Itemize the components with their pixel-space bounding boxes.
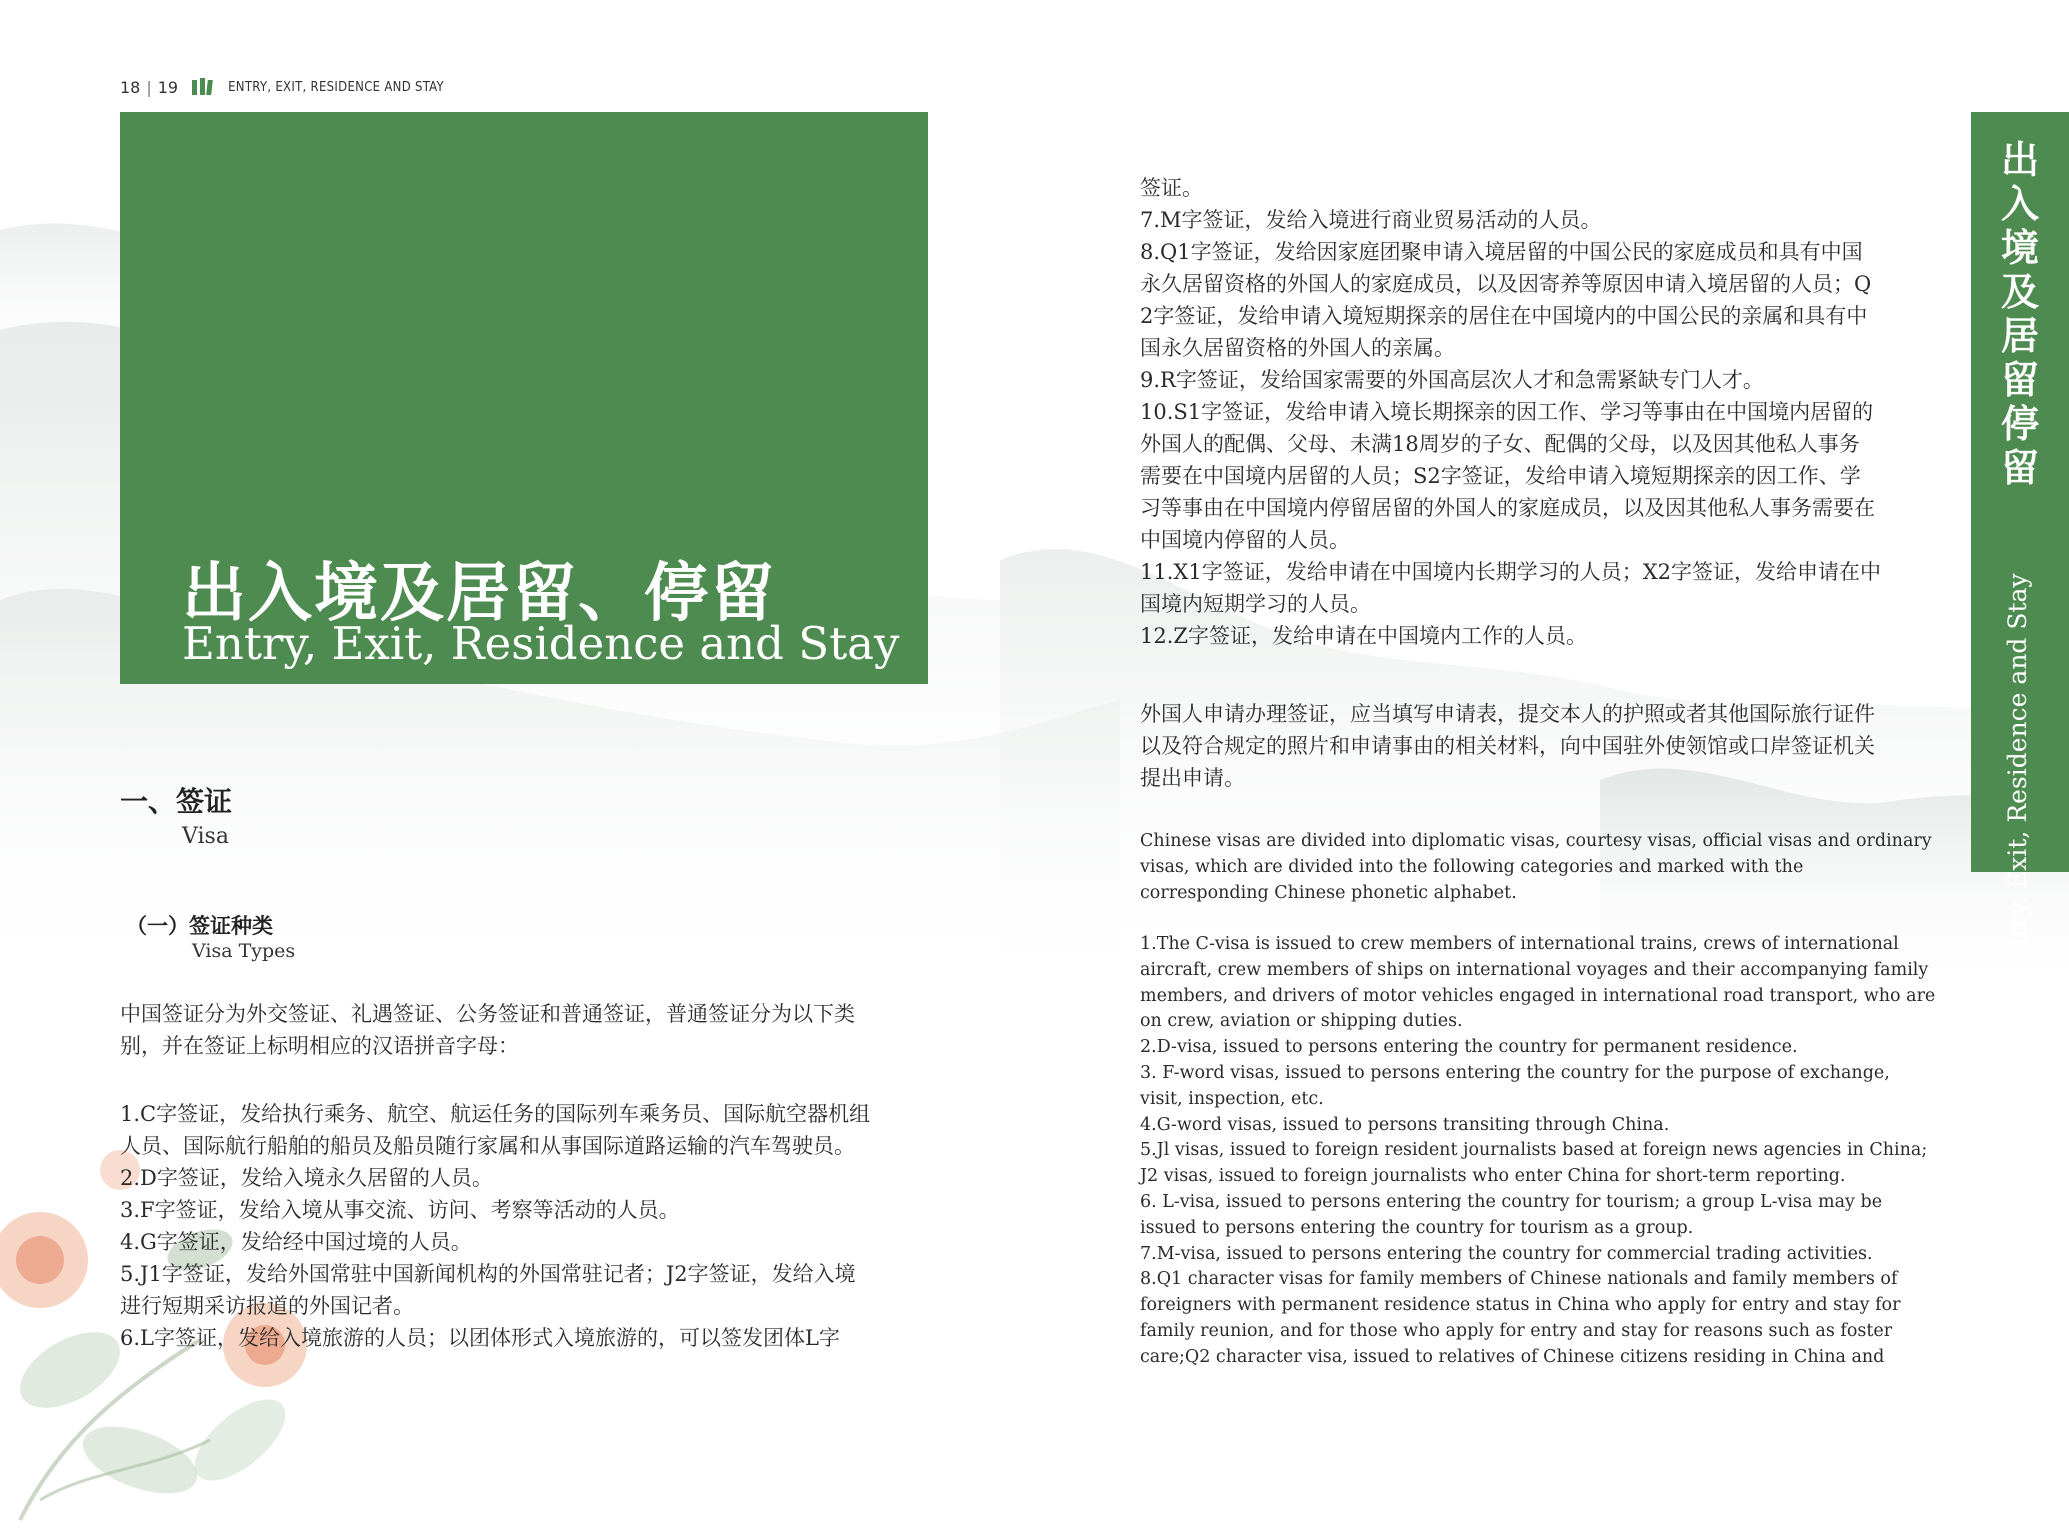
text-line: 进行短期采访报道的外国记者。 bbox=[120, 1294, 414, 1318]
text-line: 3. F-word visas, issued to persons entering the country for the purpose of exchange, bbox=[1140, 1062, 1890, 1083]
text-line: foreigners with permanent residence status in China who apply for entry and stay for bbox=[1140, 1295, 1901, 1316]
text-line: 10.S1字签证，发给申请入境长期探亲的因工作、学习等事由在中国境内居留的 bbox=[1140, 400, 1874, 424]
subsection-heading-cn: （一）签证种类 bbox=[126, 913, 273, 938]
text-line: 8.Q1字签证，发给因家庭团聚申请入境居留的中国公民的家庭成员和具有中国 bbox=[1140, 240, 1863, 264]
text-line: 5.Jl visas, issued to foreign resident journalists based at foreign news agencies in China; bbox=[1140, 1140, 1928, 1161]
right-application-paragraph-cn bbox=[1140, 698, 1948, 794]
book-icon bbox=[192, 78, 214, 96]
section-heading-cn: 一、签证 bbox=[120, 785, 233, 818]
left-intro-paragraph bbox=[120, 998, 930, 1062]
text-line: 1.C字签证，发给执行乘务、航空、航运任务的国际列车乘务员、国际航空器机组 bbox=[120, 1102, 871, 1126]
text-line: 提出申请。 bbox=[1140, 766, 1245, 790]
text-line: 11.X1字签证，发给申请在中国境内长期学习的人员；X2字签证，发给申请在中 bbox=[1140, 560, 1882, 584]
text-line: visit, inspection, etc. bbox=[1140, 1088, 1324, 1109]
text-line: corresponding Chinese phonetic alphabet. bbox=[1140, 882, 1517, 903]
text-line: 外国人申请办理签证，应当填写申请表，提交本人的护照或者其他国际旅行证件 bbox=[1140, 702, 1875, 726]
page-header bbox=[120, 76, 444, 98]
text-line: 4.G-word visas, issued to persons transiting through China. bbox=[1140, 1114, 1670, 1135]
text-line: 6.L字签证，发给入境旅游的人员；以团体形式入境旅游的，可以签发团体L字 bbox=[120, 1326, 840, 1350]
text-line: 2字签证，发给申请入境短期探亲的居住在中国境内的中国公民的亲属和具有中 bbox=[1140, 304, 1868, 328]
left-visa-list bbox=[120, 1098, 930, 1354]
text-line: 9.R字签证，发给国家需要的外国高层次人才和急需紧缺专门人才。 bbox=[1140, 368, 1764, 392]
page-number-left: 18 bbox=[120, 77, 141, 97]
side-tab-char: 留 bbox=[2000, 445, 2039, 490]
text-line: 7.M字签证，发给入境进行商业贸易活动的人员。 bbox=[1140, 208, 1602, 232]
text-line: 6. L-visa, issued to persons entering the country for tourism; a group L-visa may be bbox=[1140, 1191, 1883, 1212]
side-tab-char: 入 bbox=[2000, 181, 2039, 226]
text-line: 2.D字签证，发给入境永久居留的人员。 bbox=[120, 1166, 493, 1190]
text-line: visas, which are divided into the following categories and marked with the bbox=[1140, 856, 1804, 877]
text-line: J2 visas, issued to foreign journalists who enter China for short-term reporting. bbox=[1140, 1166, 1846, 1187]
text-line: 以及符合规定的照片和申请事由的相关材料，向中国驻外使领馆或口岸签证机关 bbox=[1140, 734, 1875, 758]
text-line: 外国人的配偶、父母、未满18周岁的子女、配偶的父母，以及因其他私人事务 bbox=[1140, 432, 1860, 456]
text-line: 习等事由在中国境内停留居留的外国人的家庭成员，以及因其他私人事务需要在 bbox=[1140, 496, 1875, 520]
text-line: 需要在中国境内居留的人员；S2字签证，发给申请入境短期探亲的因工作、学 bbox=[1140, 464, 1861, 488]
text-line: 7.M-visa, issued to persons entering the country for commercial trading activities. bbox=[1140, 1243, 1873, 1264]
text-line: 中国签证分为外交签证、礼遇签证、公务签证和普通签证，普通签证分为以下类 bbox=[120, 1002, 855, 1026]
page-number-separator: | bbox=[146, 77, 152, 97]
text-line: 8.Q1 character visas for family members of Chinese nationals and family members of bbox=[1140, 1269, 1898, 1290]
text-line: care;Q2 character visa, issued to relatives of Chinese citizens residing in China and bbox=[1140, 1346, 1885, 1367]
side-tab-char: 境 bbox=[2000, 225, 2039, 270]
side-tab-char: 居 bbox=[2000, 313, 2039, 358]
text-line: 签证。 bbox=[1140, 176, 1203, 200]
text-line: on crew, aviation or shipping duties. bbox=[1140, 1011, 1463, 1032]
text-line: 人员、国际航行船舶的船员及船员随行家属和从事国际道路运输的汽车驾驶员。 bbox=[120, 1134, 855, 1158]
side-tab-char: 出 bbox=[2000, 137, 2039, 182]
side-tab-title-en: Entry, Exit, Residence and Stay bbox=[2003, 573, 2032, 972]
text-line: 1.The C-visa is issued to crew members of international trains, crews of international bbox=[1140, 934, 1899, 954]
side-tab-char: 停 bbox=[2000, 401, 2039, 446]
text-line: 5.J1字签证，发给外国常驻中国新闻机构的外国常驻记者；J2字签证，发给入境 bbox=[120, 1262, 856, 1286]
text-line: 中国境内停留的人员。 bbox=[1140, 528, 1350, 552]
section-heading-en: Visa bbox=[182, 824, 229, 849]
text-line: aircraft, crew members of ships on international voyages and their accompanying family bbox=[1140, 959, 1929, 980]
right-visa-list-en bbox=[1140, 932, 1948, 1371]
chapter-side-tab bbox=[1971, 112, 2069, 972]
running-section-title: ENTRY, EXIT, RESIDENCE AND STAY bbox=[228, 79, 444, 95]
text-line: members, and drivers of motor vehicles engaged in international road transport, who are bbox=[1140, 985, 1936, 1006]
text-line: Chinese visas are divided into diplomatic visas, courtesy visas, official visas and ordinary bbox=[1140, 831, 1932, 851]
subsection-heading-en: Visa Types bbox=[192, 940, 296, 962]
hero-banner bbox=[120, 112, 928, 684]
text-line: 12.Z字签证，发给申请在中国境内工作的人员。 bbox=[1140, 624, 1587, 648]
page-number-right: 19 bbox=[157, 77, 179, 97]
text-line: 3.F字签证，发给入境从事交流、访问、考察等活动的人员。 bbox=[120, 1198, 680, 1222]
text-line: family reunion, and for those who apply for entry and stay for reasons such as foster bbox=[1140, 1320, 1893, 1341]
right-visa-list-cn bbox=[1140, 172, 1948, 652]
text-line: 永久居留资格的外国人的家庭成员，以及因寄养等原因申请入境居留的人员；Q bbox=[1140, 272, 1872, 296]
right-intro-paragraph-en bbox=[1140, 829, 1948, 906]
text-line: 国永久居留资格的外国人的亲属。 bbox=[1140, 336, 1455, 360]
hero-title-en: Entry, Exit, Residence and Stay bbox=[182, 617, 900, 670]
text-line: 国境内短期学习的人员。 bbox=[1140, 592, 1371, 616]
text-line: 别，并在签证上标明相应的汉语拼音字母： bbox=[120, 1034, 519, 1058]
hero-title-cn: 出入境及居留、停留 bbox=[182, 556, 776, 631]
side-tab-title-cn bbox=[1971, 138, 2069, 490]
side-tab-char: 留 bbox=[2000, 357, 2039, 402]
side-tab-char: 及 bbox=[2000, 269, 2039, 314]
text-line: 2.D-visa, issued to persons entering the country for permanent residence. bbox=[1140, 1037, 1798, 1058]
text-line: 4.G字签证，发给经中国过境的人员。 bbox=[120, 1230, 472, 1254]
text-line: issued to persons entering the country for tourism as a group. bbox=[1140, 1217, 1694, 1238]
